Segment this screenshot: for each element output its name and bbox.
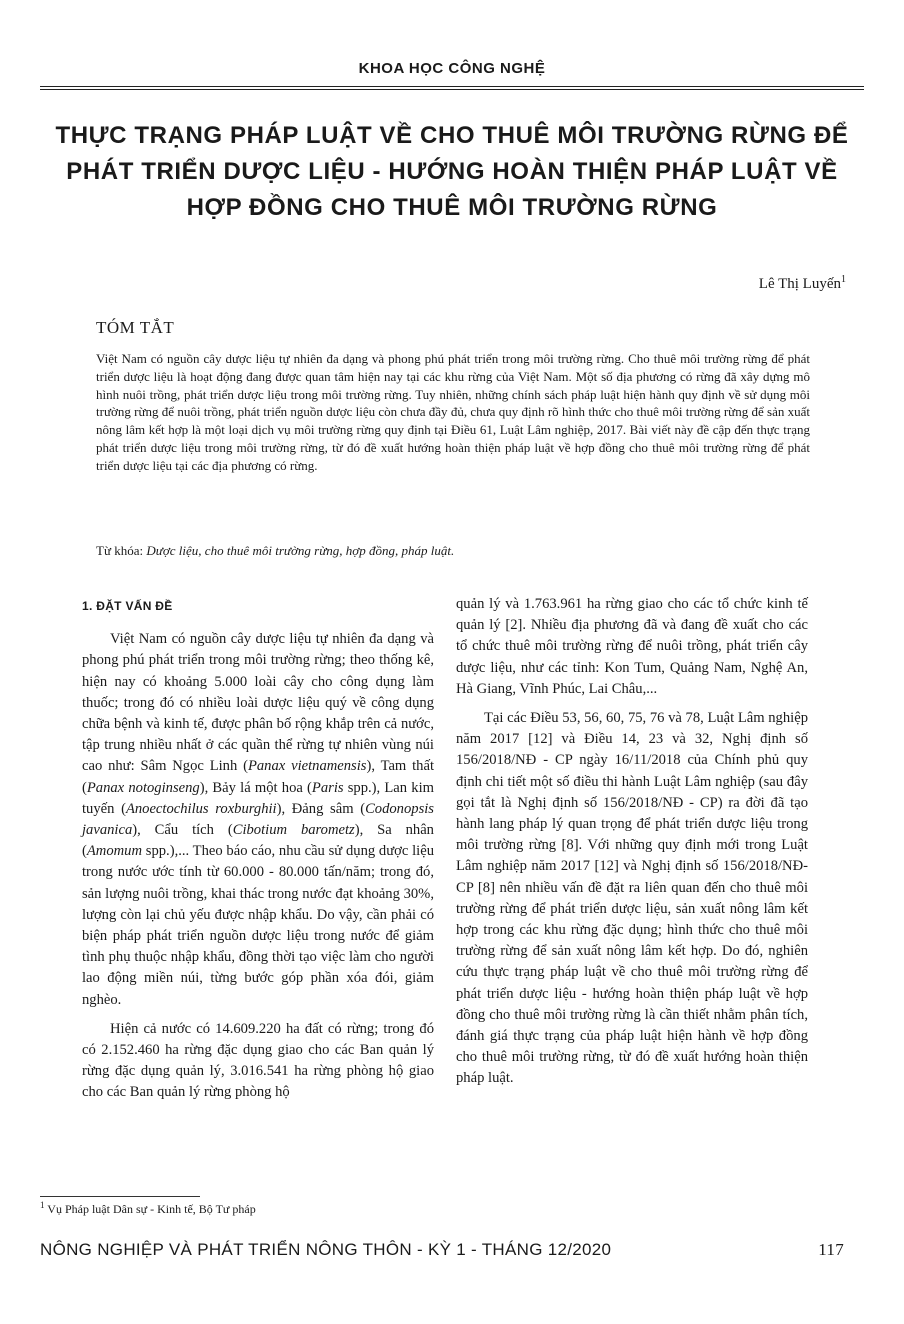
species-1: Panax vietnamensis	[247, 758, 367, 775]
footnote-rule	[40, 1196, 200, 1197]
column-left	[82, 588, 434, 1112]
keywords-text: Dược liệu, cho thuê môi trường rừng, hợp đồng, pháp luật.	[146, 543, 455, 558]
paragraph-3: Tại các Điều 53, 56, 60, 75, 76 và 78, Luật Lâm nghiệp năm 2017 [12] và Điều 14, 23 và 32, Nghị định số 156/2018/NĐ - CP ngày 16/11/2018 của Chính phủ quy định chi tiết một số điều thi hành Luật Lâm nghiệp (sau đây gọi tắt là Nghị định số 156/2018/NĐ - CP) ra đời đã tạo hành lang pháp lý quan trọng để phát triển dược liệu trong môi trường rừng [8]. Với những quy định mới trong Luật Lâm nghiệp năm 2017 [12] và Nghị định số 156/2018/NĐ-CP [8] nên nhiều vấn đề đặt ra liên quan đến cho thuê môi trường rừng để phát triển dược liệu, sản xuất nông lâm kết hợp trong các khu rừng đặc dụng; hình thức cho thuê môi trường rừng để sản xuất nông lâm kết hợp. Do đó, nghiên cứu thực trạng pháp luật về cho thuê môi trường rừng để phát triển dược liệu - hướng hoàn thiện pháp luật về hợp đồng cho thuê môi trường rừng là cần thiết nhằm phân tích, đánh giá thực trạng của pháp luật hiện hành về hợp đồng cho thuê môi trường rừng, từ đó đề xuất hướng hoàn thiện pháp luật.	[456, 710, 808, 1087]
footnote-text: Vụ Pháp luật Dân sự - Kinh tế, Bộ Tư pháp	[47, 1202, 256, 1216]
species-5: Codonopsis javanica	[82, 800, 434, 839]
header-rule-top	[40, 86, 864, 87]
paragraph-1	[82, 629, 434, 1011]
author	[759, 274, 846, 293]
species-6: Cibotium barometz	[232, 822, 355, 839]
p1-text-h: spp.),... Theo báo cáo, nhu cầu sử dụng dược liệu trong nước ước tính từ 60.000 - 80.000 tấn/năm; trong đó, sản lượng nuôi trồng, khai thác trong nước đạt khoảng 30%, lượng còn lại chủ yếu được nhập khẩu. Do vậy, cần phải có biện pháp phát triển nguồn dược liệu trong nước để giảm tình phụ thuộc nhập khẩu, đồng thời tạo việc làm cho người lao động miền núi, từng bước góp phần xóa đói, giảm nghèo.	[82, 843, 434, 1008]
author-note-mark: 1	[841, 274, 846, 285]
species-7: Amomum	[86, 843, 143, 860]
footnote	[40, 1200, 256, 1217]
footnote-mark: 1	[40, 1200, 45, 1210]
p1-text-e: ), Đảng sâm (	[276, 800, 366, 817]
paragraph-2: Hiện cả nước có 14.609.220 ha đất có rừng; trong đó có 2.152.460 ha rừng đặc dụng giao cho các Ban quản lý rừng đặc dụng quản lý, 3.016.541 ha rừng phòng hộ giao cho các Ban quản lý rừng phòng hộ	[82, 1020, 434, 1101]
paragraph-2-continued: quản lý và 1.763.961 ha rừng giao cho các tổ chức kinh tế quản lý [2]. Nhiều địa phương đã và đang đề xuất cho các tổ chức thuê môi trường rừng để nuôi trồng, phát triển cây dược liệu, như các tỉnh: Kon Tum, Quảng Nam, Nghệ An, Hà Giang, Vĩnh Phúc, Lai Châu,...	[456, 596, 808, 697]
section-header: KHOA HỌC CÔNG NGHỆ	[358, 60, 546, 77]
keywords-label: Từ khóa:	[96, 543, 144, 558]
p1-text-a: Việt Nam có nguồn cây dược liệu tự nhiên đa dạng và phong phú phát triển trong môi trường rừng; theo thống kê, hiện nay có khoảng 5.000 loài cây cho công dụng làm thuốc; trong đó có nhiều loài dược liệu quý về công dụng chữa bệnh và kinh tế, được phân bố rộng khắp trên cả nước, tập trung nhiều nhất ở các quần thể rừng tự nhiên vùng núi cao như: Sâm Ngọc Linh (	[82, 631, 434, 775]
species-4: Anoectochilus roxburghii	[125, 800, 277, 817]
p1-text-f: ), Cẩu tích (	[132, 822, 233, 839]
section-1-heading: 1. ĐẶT VẤN ĐỀ	[82, 599, 173, 613]
author-name: Lê Thị Luyến	[758, 276, 841, 292]
abstract-text: Việt Nam có nguồn cây dược liệu tự nhiên đa dạng và phong phú phát triển trong môi trường rừng. Cho thuê môi trường rừng để phát triển dược liệu là hoạt động đang được quan tâm hiện nay tại các khu rừng của Việt Nam. Một số địa phương có rừng đã xây dựng mô hình nuôi trồng, phát triển dược liệu trong môi trường rừng. Tuy nhiên, những chính sách pháp luật hiện hành quy định về sử dụng môi trường rừng để nuôi trồng, phát triển nguồn dược liệu còn chưa đầy đủ, chưa quy định rõ hình thức cho thuê môi trường rừng để sản xuất nông lâm kết hợp là một loại dịch vụ môi trường rừng quy định tại Điều 61, Luật Lâm nghiệp, 2017. Bài viết này đề cập đến thực trạng phát triển dược liệu trong môi trường rừng, từ đó đề xuất hướng hoàn thiện pháp luật về hợp đồng cho thuê môi trường rừng để phát triển dược liệu tại các địa phương có rừng.	[96, 351, 810, 473]
p1-text-b: ), Tam thất (	[82, 758, 435, 796]
header-rule-bottom	[40, 89, 864, 90]
journal-name: NÔNG NGHIỆP VÀ PHÁT TRIỂN NÔNG THÔN - KỲ 1 - THÁNG 12/2020	[40, 1240, 612, 1259]
column-right	[456, 594, 808, 1098]
p1-text-c: ), Bảy lá một hoa (	[199, 779, 312, 796]
species-2: Panax notoginseng	[86, 779, 200, 796]
p1-text-g: ), Sa nhân (	[82, 822, 434, 860]
keywords	[96, 542, 810, 560]
article-title: THỰC TRẠNG PHÁP LUẬT VỀ CHO THUÊ MÔI TRƯỜNG RỪNG ĐỂ PHÁT TRIỂN DƯỢC LIỆU - HƯỚNG HOÀN THIỆN PHÁP LUẬT VỀ HỢP ĐỒNG CHO THUÊ MÔI TRƯỜNG RỪNG	[55, 122, 849, 221]
page-number: 117	[818, 1240, 844, 1259]
p1-text-d: spp.), Lan kim tuyến (	[82, 779, 434, 817]
abstract-heading: TÓM TẮT	[96, 318, 175, 337]
page-footer	[40, 1240, 864, 1260]
species-3: Paris	[311, 779, 344, 796]
